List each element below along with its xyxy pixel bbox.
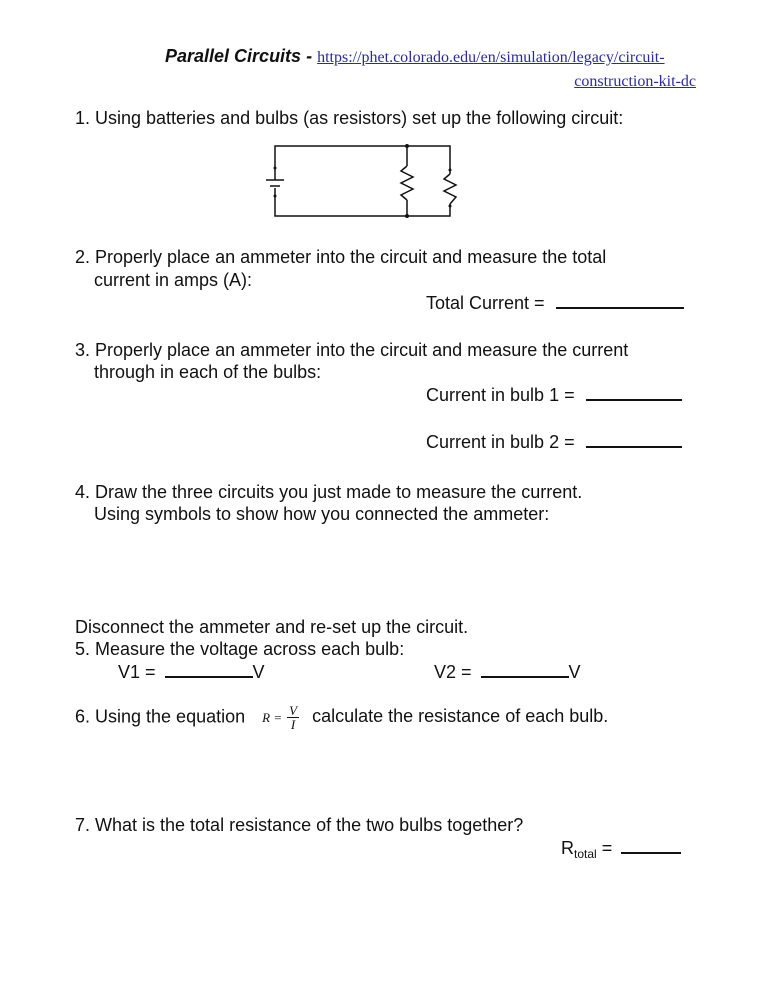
v2-unit: V [568,662,581,682]
question-6-after: calculate the resistance of each bulb. [312,706,609,727]
junction-top-1 [405,144,409,148]
circuit-wire-bottom [275,188,450,216]
terminal-bottom [274,195,277,198]
simulation-link-continued[interactable] [574,70,696,91]
question-2-line2: current in amps (A): [94,270,253,290]
total-current-blank[interactable] [556,306,684,309]
question-4-line2: Using symbols to show how you connected the ammeter: [94,504,550,524]
bulb1-current-blank[interactable] [586,398,682,401]
question-4-line1: 4. Draw the three circuits you just made to measure the current. [75,482,583,502]
page-title [165,46,665,67]
bulb1-current-label: Current in bulb 1 = [426,385,575,405]
question-5: 5. Measure the voltage across each bulb: [75,639,405,659]
equation-fraction [287,704,299,731]
simulation-link[interactable]: https://phet.colorado.edu/en/simulation/legacy/circuit- [317,49,665,66]
circuit-wire-top [275,146,450,180]
bulb2-current-blank[interactable] [586,445,682,448]
junction-top-2 [449,169,452,172]
junction-bottom-1 [405,214,409,218]
v2-label: V2 = [434,662,472,682]
total-current-label: Total Current = [426,293,545,313]
question-6 [75,704,608,731]
v1-answer [118,662,265,683]
question-2-line1: 2. Properly place an ammeter into the circuit and measure the total [75,247,607,267]
r-total-blank[interactable] [621,851,681,854]
question-7: 7. What is the total resistance of the two bulbs together? [75,815,524,835]
v1-unit: V [252,662,265,682]
r-total-subscript: total [574,847,597,861]
parallel-circuit-diagram [262,140,462,222]
equation-numerator: V [289,703,298,718]
title-main: Parallel Circuits - [165,46,313,66]
total-resistance-answer [561,838,681,861]
total-current-answer [426,293,684,314]
question-3-line2: through in each of the bulbs: [94,362,322,382]
question-1: 1. Using batteries and bulbs (as resistors) set up the following circuit: [75,108,624,128]
v1-label: V1 = [118,662,156,682]
v1-blank[interactable] [165,675,253,678]
bulb2-current-answer [426,432,682,453]
r-total-symbol: R [561,838,574,858]
bulb2-current-label: Current in bulb 2 = [426,432,575,452]
question-3-line1: 3. Properly place an ammeter into the circuit and measure the current [75,340,629,360]
junction-bottom-2 [449,205,452,208]
terminal-top [274,167,277,170]
disconnect-instruction: Disconnect the ammeter and re-set up the circuit. [75,617,469,637]
r-total-equals: = [601,838,613,858]
simulation-link-part2[interactable]: construction-kit-dc [574,73,696,90]
v2-answer [434,662,581,683]
v2-blank[interactable] [481,675,569,678]
equation-lhs: R = [262,710,283,726]
equation-denominator: I [290,717,296,732]
bulb1-current-answer [426,385,682,406]
resistor-1 [401,166,413,200]
question-6-before: 6. Using the equation [75,706,246,727]
resistor-2 [444,174,456,204]
